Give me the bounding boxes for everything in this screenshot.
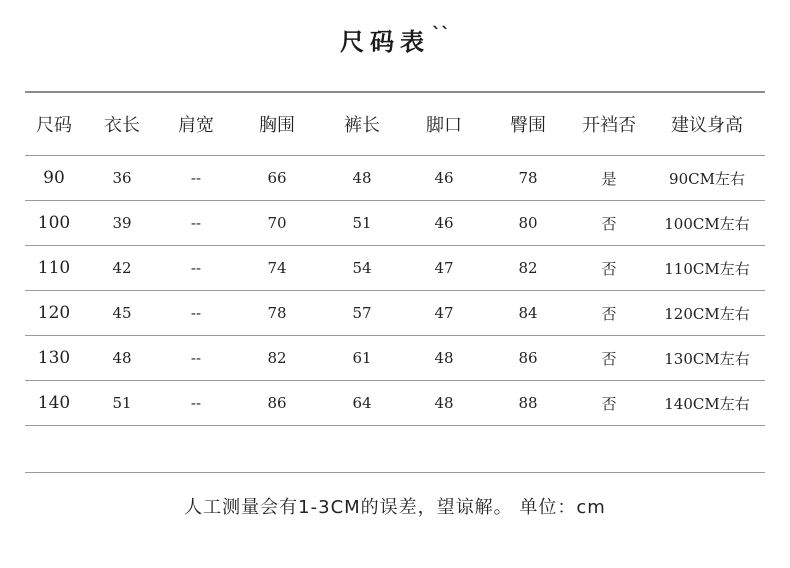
title-text: 尺码表 bbox=[340, 28, 430, 56]
header-shoulder: 肩宽 bbox=[161, 93, 231, 156]
cell-pants-length: 54 bbox=[323, 246, 401, 291]
cell-pants-length: 48 bbox=[323, 156, 401, 201]
cell-size: 140 bbox=[25, 381, 83, 426]
header-hip: 臀围 bbox=[487, 93, 569, 156]
cell-pants-length: 57 bbox=[323, 291, 401, 336]
header-open-crotch: 开裆否 bbox=[569, 93, 649, 156]
table-row bbox=[25, 201, 765, 246]
cell-chest: 82 bbox=[231, 336, 323, 381]
cell-shoulder: -- bbox=[161, 381, 231, 426]
cell-height: 120CM左右 bbox=[649, 291, 765, 336]
cell-cuff: 48 bbox=[401, 381, 487, 426]
cell-shoulder: -- bbox=[161, 156, 231, 201]
cell-open-crotch: 是 bbox=[569, 156, 649, 201]
cell-chest: 78 bbox=[231, 291, 323, 336]
table-row bbox=[25, 246, 765, 291]
header-length: 衣长 bbox=[83, 93, 161, 156]
cell-chest: 86 bbox=[231, 381, 323, 426]
cell-pants-length: 51 bbox=[323, 201, 401, 246]
cell-length: 45 bbox=[83, 291, 161, 336]
cell-size: 120 bbox=[25, 291, 83, 336]
cell-height: 100CM左右 bbox=[649, 201, 765, 246]
cell-length: 51 bbox=[83, 381, 161, 426]
cell-pants-length: 64 bbox=[323, 381, 401, 426]
size-table bbox=[25, 93, 765, 426]
cell-shoulder: -- bbox=[161, 246, 231, 291]
cell-hip: 82 bbox=[487, 246, 569, 291]
measurement-note: 人工测量会有1-3CM的误差，望谅解。 单位：cm bbox=[184, 497, 606, 518]
cell-height: 140CM左右 bbox=[649, 381, 765, 426]
cell-pants-length: 61 bbox=[323, 336, 401, 381]
cell-hip: 80 bbox=[487, 201, 569, 246]
cell-chest: 74 bbox=[231, 246, 323, 291]
table-row bbox=[25, 291, 765, 336]
cell-open-crotch: 否 bbox=[569, 291, 649, 336]
cell-height: 110CM左右 bbox=[649, 246, 765, 291]
cell-cuff: 46 bbox=[401, 156, 487, 201]
header-height: 建议身高 bbox=[649, 93, 765, 156]
header-chest: 胸围 bbox=[231, 93, 323, 156]
header-cuff: 脚口 bbox=[401, 93, 487, 156]
cell-chest: 66 bbox=[231, 156, 323, 201]
table-row bbox=[25, 336, 765, 381]
cell-size: 100 bbox=[25, 201, 83, 246]
cell-hip: 84 bbox=[487, 291, 569, 336]
cell-cuff: 47 bbox=[401, 246, 487, 291]
table-row bbox=[25, 381, 765, 426]
cell-open-crotch: 否 bbox=[569, 336, 649, 381]
cell-hip: 86 bbox=[487, 336, 569, 381]
cell-hip: 88 bbox=[487, 381, 569, 426]
header-size: 尺码 bbox=[25, 93, 83, 156]
cell-size: 130 bbox=[25, 336, 83, 381]
cell-size: 110 bbox=[25, 246, 83, 291]
cell-length: 48 bbox=[83, 336, 161, 381]
cell-height: 90CM左右 bbox=[649, 156, 765, 201]
page-title bbox=[0, 22, 790, 57]
title-mark: `` bbox=[432, 24, 450, 45]
cell-cuff: 48 bbox=[401, 336, 487, 381]
cell-shoulder: -- bbox=[161, 201, 231, 246]
cell-height: 130CM左右 bbox=[649, 336, 765, 381]
cell-cuff: 47 bbox=[401, 291, 487, 336]
cell-open-crotch: 否 bbox=[569, 201, 649, 246]
cell-length: 42 bbox=[83, 246, 161, 291]
cell-size: 90 bbox=[25, 156, 83, 201]
header-row bbox=[25, 93, 765, 156]
cell-cuff: 46 bbox=[401, 201, 487, 246]
header-pants-length: 裤长 bbox=[323, 93, 401, 156]
table-row bbox=[25, 156, 765, 201]
cell-open-crotch: 否 bbox=[569, 246, 649, 291]
cell-shoulder: -- bbox=[161, 336, 231, 381]
footer-divider bbox=[25, 472, 765, 473]
cell-chest: 70 bbox=[231, 201, 323, 246]
cell-length: 39 bbox=[83, 201, 161, 246]
cell-hip: 78 bbox=[487, 156, 569, 201]
cell-shoulder: -- bbox=[161, 291, 231, 336]
cell-open-crotch: 否 bbox=[569, 381, 649, 426]
cell-length: 36 bbox=[83, 156, 161, 201]
